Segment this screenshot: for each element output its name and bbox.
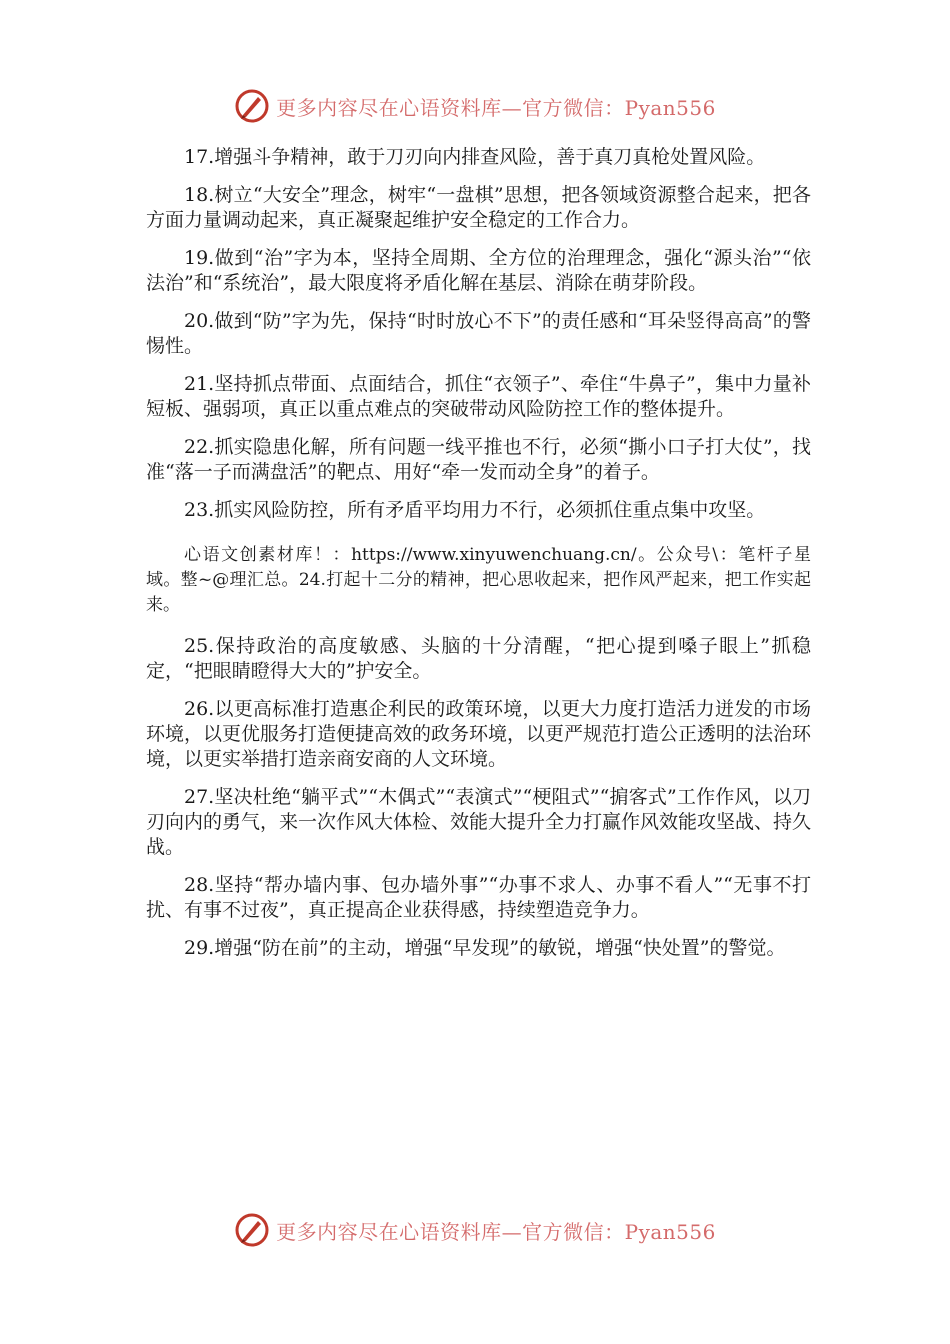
banner-text: 更多内容尽在心语资料库—官方微信：Pyan556 bbox=[276, 95, 716, 120]
quill-pen-logo-icon bbox=[234, 1212, 270, 1248]
paragraph-20: 20.做到“防”字为先，保持“时时放心不下”的责任感和“耳朵竖得高高”的警惕性。 bbox=[146, 310, 811, 357]
footer-banner bbox=[0, 1210, 950, 1250]
paragraph-23: 23.抓实风险防控，所有矛盾平均用力不行，必须抓住重点集中攻坚。 bbox=[184, 499, 766, 521]
quill-pen-logo-icon bbox=[234, 88, 270, 124]
paragraph-17: 17.增强斗争精神，敢于刀刃向内排查风险，善于真刀真枪处置风险。 bbox=[184, 146, 766, 168]
paragraph-24-with-source-note: 心语文创素材库！：https://www.xinyuwenchuang.cn/。公众号\：笔杆子星域。整~@理汇总。24.打起十二分的精神，把心思收起来，把作风严起来，把工作实起来。 bbox=[146, 545, 811, 615]
document-body bbox=[146, 145, 811, 974]
paragraph-21: 21.坚持抓点带面、点面结合，抓住“衣领子”、牵住“牛鼻子”，集中力量补短板、强弱项，真正以重点难点的突破带动风险防控工作的整体提升。 bbox=[146, 373, 811, 420]
paragraph-28: 28.坚持“帮办墙内事、包办墙外事”“办事不求人、办事不看人”“无事不打扰、有事不过夜”，真正提高企业获得感，持续塑造竞争力。 bbox=[146, 874, 811, 921]
banner-text: 更多内容尽在心语资料库—官方微信：Pyan556 bbox=[276, 1219, 716, 1244]
paragraph-26: 26.以更高标准打造惠企利民的政策环境，以更大力度打造活力迸发的市场环境，以更优服务打造便捷高效的政务环境，以更严规范打造公正透明的法治环境，以更实举措打造亲商安商的人文环境。 bbox=[146, 698, 812, 770]
paragraph-18: 18.树立“大安全”理念，树牢“一盘棋”思想，把各领域资源整合起来，把各方面力量调动起来，真正凝聚起维护安全稳定的工作合力。 bbox=[146, 184, 811, 231]
paragraph-29: 29.增强“防在前”的主动，增强“早发现”的敏锐，增强“快处置”的警觉。 bbox=[184, 937, 786, 959]
paragraph-25: 25.保持政治的高度敏感、头脑的十分清醒，“把心提到嗓子眼上”抓稳定，“把眼睛瞪得大大的”护安全。 bbox=[146, 635, 811, 682]
header-banner bbox=[0, 86, 950, 126]
paragraph-22: 22.抓实隐患化解，所有问题一线平推也不行，必须“撕小口子打大仗”，找准“落一子而满盘活”的靶点、用好“牵一发而动全身”的着子。 bbox=[146, 436, 811, 483]
paragraph-19: 19.做到“治”字为本，坚持全周期、全方位的治理理念，强化“源头治”“依法治”和“系统治”，最大限度将矛盾化解在基层、消除在萌芽阶段。 bbox=[146, 247, 811, 294]
paragraph-27: 27.坚决杜绝“躺平式”“木偶式”“表演式”“梗阻式”“掮客式”工作作风，以刀刃向内的勇气，来一次作风大体检、效能大提升全力打赢作风效能攻坚战、持久战。 bbox=[146, 786, 812, 858]
